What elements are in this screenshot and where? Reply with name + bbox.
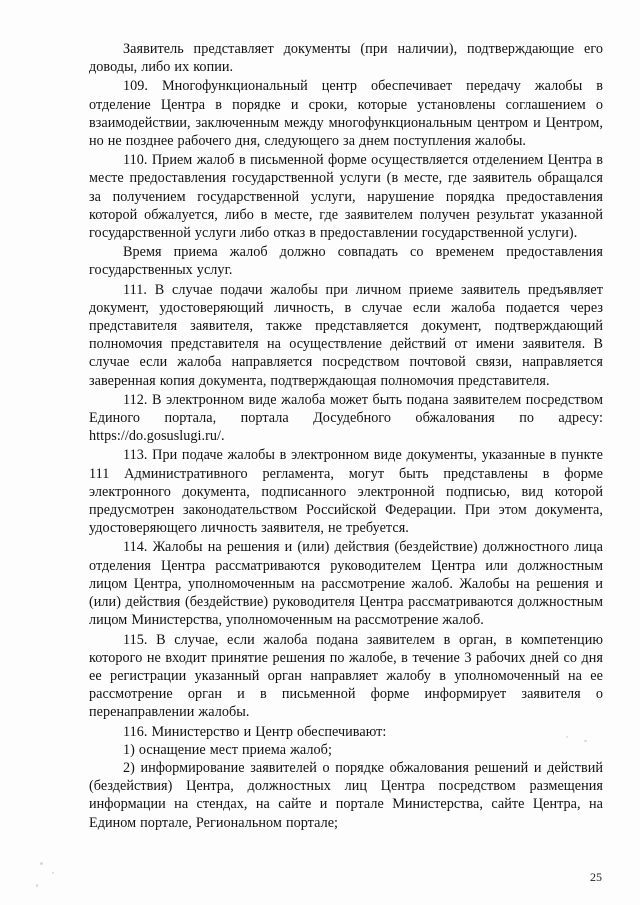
scan-smudge (566, 736, 568, 738)
paragraph-112: 112. В электронном виде жалоба может быть подана заявителем посредством Единого портала, портала Досудебного обжалования по адресу: https://do.gosuslugi.ru/. (89, 391, 603, 445)
scan-smudge (36, 884, 38, 887)
document-body (89, 40, 603, 832)
list-item-1: 1) оснащение мест приема жалоб; (123, 741, 332, 758)
paragraph-113: 113. При подаче жалобы в электронном виде документы, указанные в пункте 111 Административного регламента, могут быть представлены в форме электронного документа, подписанного электронной подписью, вид которой предусмотрен законодательством Российской Федерации. При этом документа, удостоверяющего личность заявителя, не требуется. (89, 447, 603, 537)
paragraph-111: 111. В случае подачи жалобы при личном приеме заявитель предъявляет документ, удостоверяющий личность, в случае если жалоба подается через представителя заявителя, также представляется документ, подтверждающий полномочия представителя на осуществление действий от имени заявителя. В случае если жалоба направляется посредством почтовой связи, направляется заверенная копия документа, подтверждающая полномочия представителя. (89, 281, 603, 389)
list-item-2: 2) информирование заявителей о порядке обжалования решений и действий (бездействия) Центра, должностных лиц Центра посредством размещения информации на стендах, на сайте и портале Министерства, сайте Центра, на Едином портале, Региональном портале; (89, 759, 603, 831)
paragraph-110: 110. Прием жалоб в письменной форме осуществляется отделением Центра в месте предоставления государственной услуги (в месте, где заявитель обращался за получением государственной услуги, нарушение порядка предоставления которой обжалуется, либо в месте, где заявителем получен результат указанной государственной услуги либо отказ в предоставлении государственной услуги). (89, 152, 603, 242)
page-number: 25 (590, 870, 602, 884)
scan-smudge (40, 862, 43, 865)
paragraph-114: 114. Жалобы на решения и (или) действия (бездействие) должностного лица отделения Центра рассматриваются руководителем Центра или должностным лицом Центра, уполномоченным на рассмотрение жалоб. Жалобы на решения и (или) действия (бездействие) руководителя Центра рассматриваются должностным лицом Министерства, уполномоченным на рассмотрение жалоб. (89, 539, 603, 629)
paragraph-applicant-documents: Заявитель представляет документы (при наличии), подтверждающие его доводы, либо их копии. (89, 41, 603, 76)
paragraph-reception-time: Время приема жалоб должно совпадать со временем предоставления государственных услуг. (89, 244, 603, 279)
scan-smudge (52, 872, 54, 874)
scan-smudge (584, 740, 587, 742)
paragraph-115: 115. В случае, если жалоба подана заявителем в орган, в компетенцию которого не входит принятие решения по жалобе, в течение 3 рабочих дней со дня ее регистрации указанный орган направляет жалобу в уполномоченный на ее рассмотрение орган и в письменной форме информирует заявителя о перенаправлении жалобы. (89, 631, 603, 721)
paragraph-109: 109. Многофункциональный центр обеспечивает передачу жалобы в отделение Центра в порядке и сроки, которые установлены соглашением о взаимодействии, заключенным между многофункциональным центром и Центром, но не позднее рабочего дня, следующего за днем поступления жалобы. (89, 78, 603, 150)
paragraph-116: 116. Министерство и Центр обеспечивают: (123, 723, 387, 740)
